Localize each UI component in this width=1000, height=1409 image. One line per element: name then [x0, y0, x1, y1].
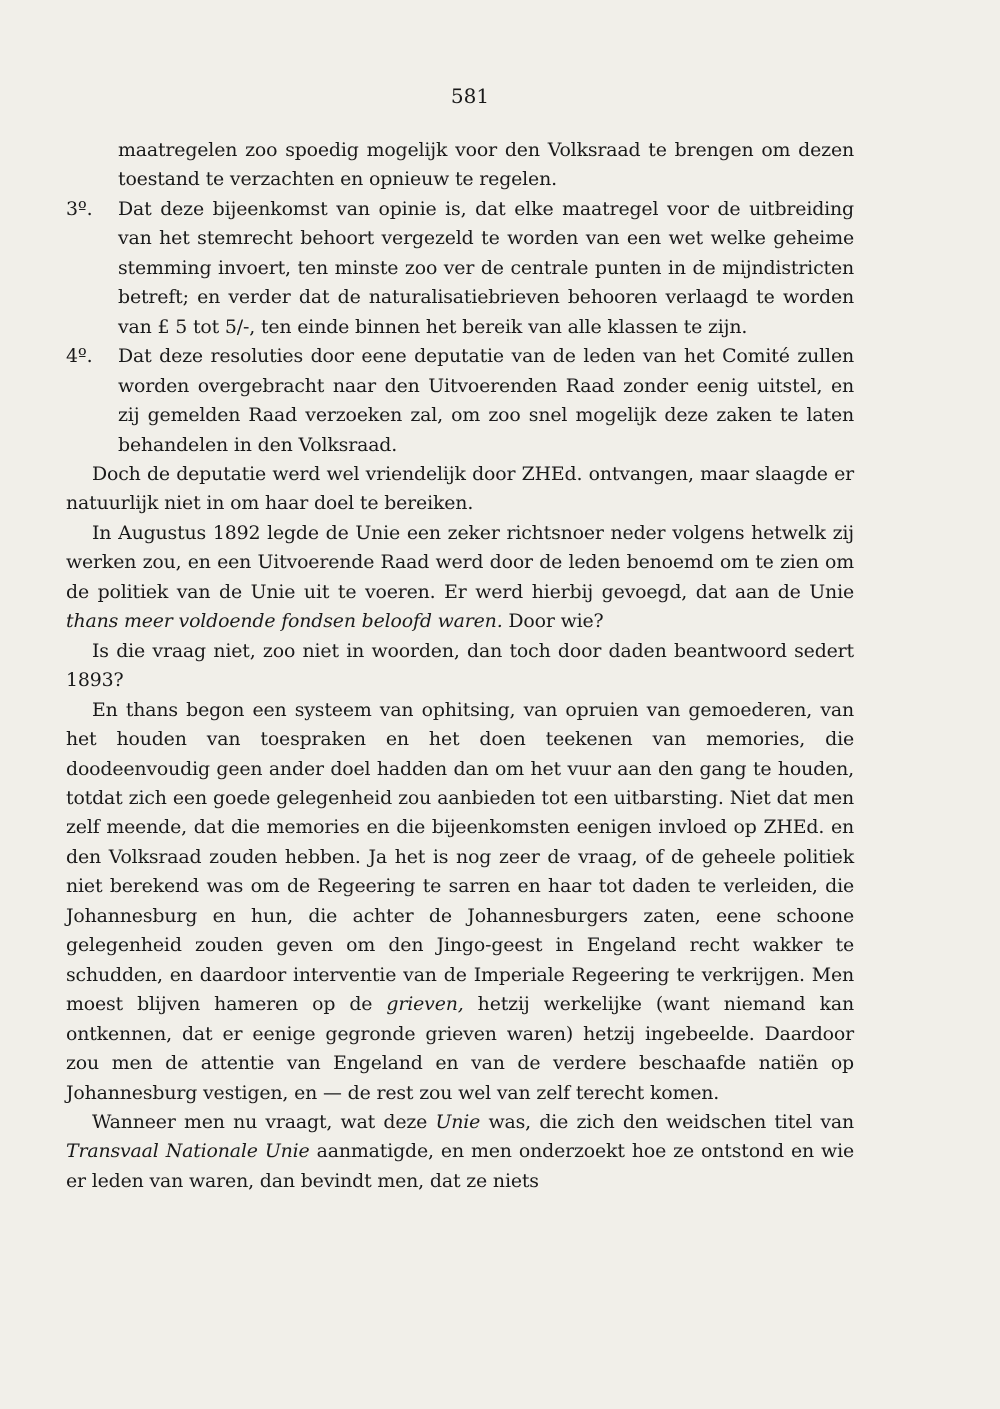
italic-text: Transvaal Nationale Unie — [66, 1140, 310, 1163]
paragraph — [66, 460, 854, 519]
item-number: 4º. — [66, 345, 93, 368]
list-item — [66, 136, 854, 195]
list-item — [66, 342, 854, 460]
body-text — [66, 136, 854, 1196]
paragraph — [66, 519, 854, 637]
paragraph-text: In Augustus 1892 legde de Unie een zeker richtsnoer neder volgens hetwelk zij werken zou, en een Uitvoerende Raad werd door de leden benoemd om te zien om de politiek van de Unie uit te voeren. Er werd hierbij gevoegd, dat aan de Unie — [66, 521, 854, 603]
italic-text: Unie — [435, 1110, 481, 1133]
italic-text: thans meer voldoende fondsen beloofd waren. — [66, 610, 503, 633]
paragraph-text: Doch de deputatie werd wel vriendelijk door ZHEd. ontvangen, maar slaagde er natuurlijk niet in om haar doel te bereiken. — [66, 462, 854, 515]
item-number: 3º. — [66, 197, 93, 220]
page-number: 581 — [450, 84, 490, 108]
paragraph-text: aanmatigde, en men onderzoekt hoe ze ontstond en wie er leden van waren, dan bevindt men, dat ze niets — [66, 1140, 854, 1192]
paragraph-text: hetzij werkelijke (want niemand kan ontkennen, dat er eenige gegronde grieven waren) hetzij ingebeelde. Daardoor zou men de attentie van Engeland en van de verdere beschaafde natiën op Johannesburg vestigen, en — de rest zou wel van zelf terecht komen. — [66, 993, 854, 1104]
item-text: Dat deze bijeenkomst van opinie is, dat elke maatregel voor de uitbreiding van het stemrecht behoort vergezeld te worden van een wet welke geheime stemming invoert, ten minste zoo ver de centrale punten in de mijndistricten betreft; en verder dat de naturalisatiebrieven behooren verlaagd te worden van £ 5 tot 5/-, ten einde binnen het bereik van alle klassen te zijn. — [118, 197, 854, 338]
paragraph-text: was, die zich den weidschen titel van — [480, 1110, 854, 1133]
paragraph — [66, 696, 854, 1108]
paragraph-text: Is die vraag niet, zoo niet in woorden, dan toch door daden beantwoord sedert 1893? — [66, 639, 854, 692]
paragraph-text: Door wie? — [502, 610, 604, 633]
paragraph — [66, 637, 854, 696]
paragraph-text: En thans begon een systeem van ophitsing, van opruien van gemoederen, van het houden van toespraken en het doen teekenen van memories, die doodeenvoudig geen ander doel hadden dan om het vuur aan den gang te houden, totdat zich een goede gelegenheid zou aanbieden tot een uitbarsting. Niet dat men zelf meende, dat die memories en die bijeenkomsten eenigen invloed op ZHEd. en den Volksraad zouden hebben. Ja het is nog zeer de vraag, of de geheele politiek niet berekend was om de Regeering te sarren en haar tot daden te verleiden, die Johannesburg en hun, die achter de Johannesburgers zaten, eene schoone gelegenheid zouden geven om den Jingo-geest in Engeland recht wakker te schudden, en daardoor interventie van de Imperiale Regeering te verkrijgen. Men moest blijven hameren op de — [66, 698, 854, 1016]
italic-text: grieven, — [386, 993, 464, 1016]
list-item — [66, 195, 854, 342]
paragraph — [66, 1108, 854, 1196]
item-text: Dat deze resoluties door eene deputatie van de leden van het Comité zullen worden overgebracht naar den Uitvoerenden Raad zonder eenig uitstel, en zij gemelden Raad verzoeken zal, om zoo snel mogelijk deze zaken te laten behandelen in den Volksraad. — [118, 345, 854, 456]
paragraph-text: Wanneer men nu vraagt, wat deze — [92, 1110, 436, 1133]
item-text: maatregelen zoo spoedig mogelijk voor den Volksraad te brengen om dezen toestand te verzachten en opnieuw te regelen. — [118, 139, 854, 191]
